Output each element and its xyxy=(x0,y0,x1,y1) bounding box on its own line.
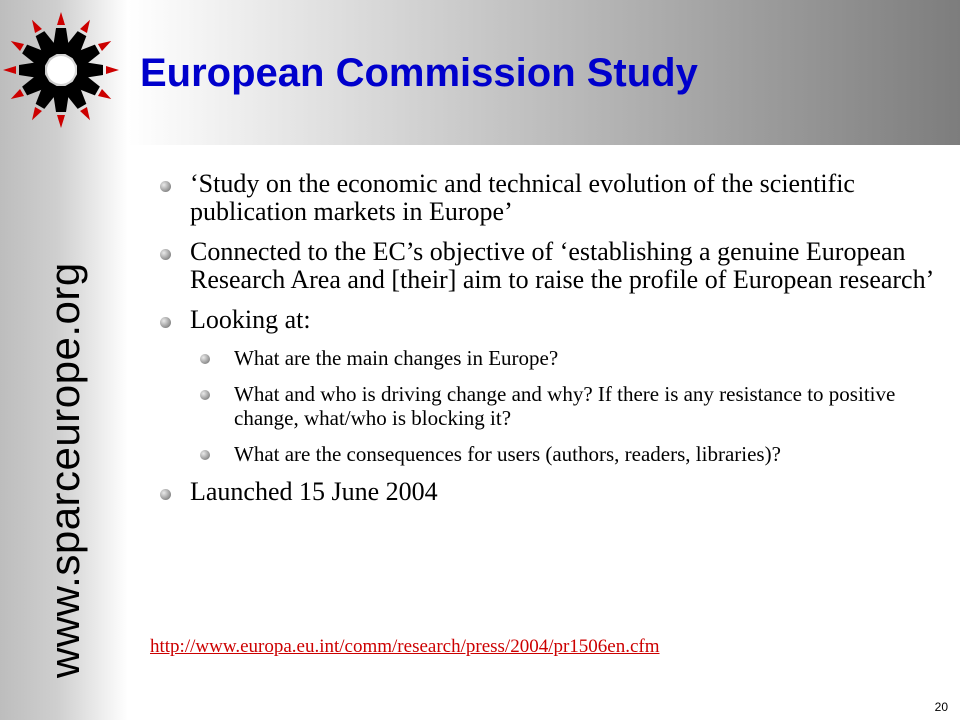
bullet-text: Launched 15 June 2004 xyxy=(190,477,438,506)
slide-title: European Commission Study xyxy=(140,51,698,95)
bullet-item xyxy=(160,170,940,226)
logo-petal-tip xyxy=(106,66,119,74)
logo-petal-tip xyxy=(98,89,113,102)
bullet-item xyxy=(160,238,940,294)
sub-bullet-text: What and who is driving change and why? If there is any resistance to positive change, what/who is blocking it? xyxy=(234,382,896,430)
sub-bullet-item xyxy=(200,346,940,370)
logo-petal-tip xyxy=(98,38,113,51)
sub-bullet-text: What are the main changes in Europe? xyxy=(234,346,559,370)
sub-bullet-list xyxy=(190,346,940,466)
bullet-item xyxy=(160,306,940,466)
logo-petal-tip xyxy=(9,89,24,102)
logo-petal-tip xyxy=(3,66,16,74)
sparc-europe-logo-icon xyxy=(0,8,122,132)
logo-petal-tip xyxy=(29,107,42,122)
sub-bullet-text: What are the consequences for users (authors, readers, libraries)? xyxy=(234,442,781,466)
bullet-text: Looking at: xyxy=(190,305,311,334)
logo-center xyxy=(47,56,75,84)
logo-petal-tip xyxy=(57,115,65,128)
logo-petal-tip xyxy=(29,18,42,33)
bullet-item xyxy=(160,478,940,506)
logo-petal-tip xyxy=(80,107,93,122)
bullet-text: ‘Study on the economic and technical evolution of the scientific publication markets in Europe’ xyxy=(190,169,855,226)
logo-petal-tip xyxy=(9,38,24,51)
logo-petal-tip xyxy=(80,18,93,33)
bullet-list xyxy=(160,170,940,518)
bullet-text: Connected to the EC’s objective of ‘establishing a genuine European Research Area and [their] aim to raise the profile of European research’ xyxy=(190,237,935,294)
sub-bullet-item xyxy=(200,442,940,466)
logo-petal-tip xyxy=(57,12,65,25)
sub-bullet-item xyxy=(200,382,940,430)
site-url-vertical: www.sparceurope.org xyxy=(41,262,88,678)
page-number: 20 xyxy=(934,700,948,714)
sidebar xyxy=(0,0,128,720)
source-link[interactable]: http://www.europa.eu.int/comm/research/press/2004/pr1506en.cfm xyxy=(150,636,660,657)
